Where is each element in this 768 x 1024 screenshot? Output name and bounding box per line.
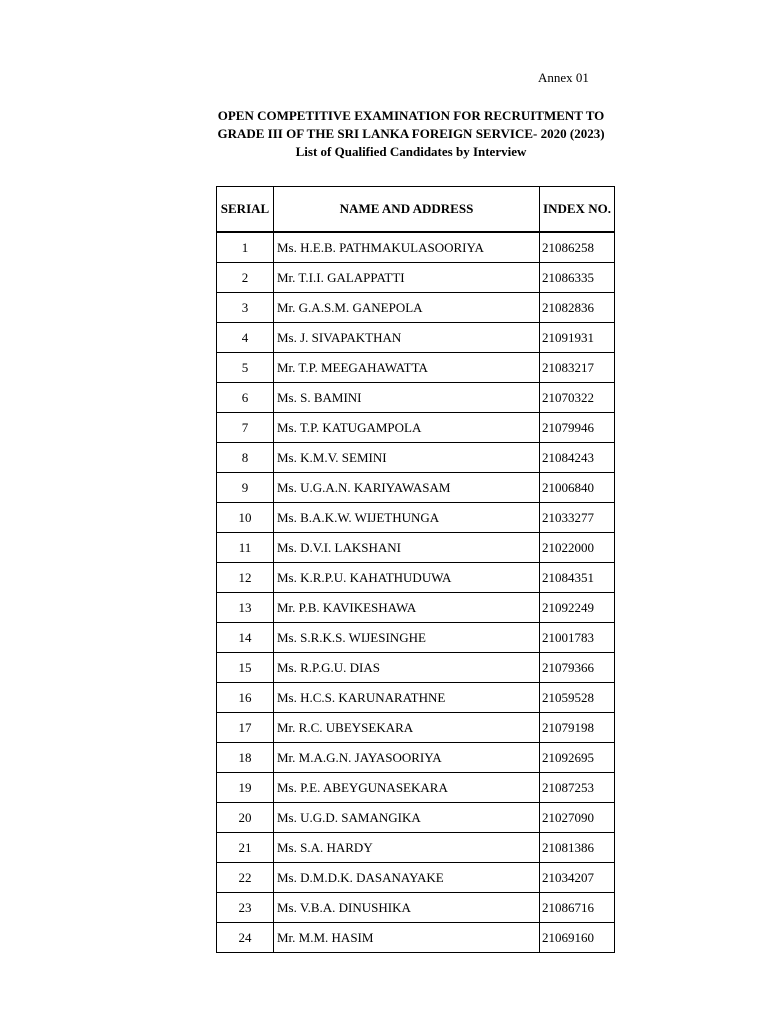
serial-cell: 22 [217, 863, 274, 893]
name-cell: Ms. U.G.D. SAMANGIKA [274, 803, 540, 833]
table-row [217, 383, 615, 413]
index-cell: 21001783 [540, 623, 615, 653]
index-cell: 21092695 [540, 743, 615, 773]
table-row [217, 743, 615, 773]
index-cell: 21079366 [540, 653, 615, 683]
name-cell: Mr. T.P. MEEGAHAWATTA [274, 353, 540, 383]
index-cell: 21086258 [540, 232, 615, 263]
document-title [180, 107, 642, 143]
name-cell: Ms. T.P. KATUGAMPOLA [274, 413, 540, 443]
name-cell: Ms. H.C.S. KARUNARATHNE [274, 683, 540, 713]
index-cell: 21084243 [540, 443, 615, 473]
name-cell: Ms. K.M.V. SEMINI [274, 443, 540, 473]
table-row [217, 323, 615, 353]
index-cell: 21086716 [540, 893, 615, 923]
table-row [217, 593, 615, 623]
name-cell: Ms. R.P.G.U. DIAS [274, 653, 540, 683]
table-row [217, 353, 615, 383]
table-row [217, 232, 615, 263]
serial-cell: 19 [217, 773, 274, 803]
serial-cell: 8 [217, 443, 274, 473]
index-cell: 21034207 [540, 863, 615, 893]
index-cell: 21006840 [540, 473, 615, 503]
document-subtitle: List of Qualified Candidates by Interview [295, 144, 527, 159]
table-row [217, 893, 615, 923]
table-row [217, 443, 615, 473]
table-row [217, 413, 615, 443]
serial-cell: 9 [217, 473, 274, 503]
index-cell: 21092249 [540, 593, 615, 623]
index-cell: 21079946 [540, 413, 615, 443]
name-cell: Mr. T.I.I. GALAPPATTI [274, 263, 540, 293]
header-index-no: INDEX NO. [540, 187, 615, 233]
name-cell: Mr. P.B. KAVIKESHAWA [274, 593, 540, 623]
title-line-1: OPEN COMPETITIVE EXAMINATION FOR RECRUITMENT TO [217, 108, 605, 123]
name-cell: Ms. K.R.P.U. KAHATHUDUWA [274, 563, 540, 593]
table-header-row [217, 187, 615, 233]
index-cell: 21033277 [540, 503, 615, 533]
name-cell: Ms. H.E.B. PATHMAKULASOORIYA [274, 232, 540, 263]
table-row [217, 803, 615, 833]
candidates-table [216, 186, 615, 953]
name-cell: Ms. S. BAMINI [274, 383, 540, 413]
index-cell: 21091931 [540, 323, 615, 353]
serial-cell: 12 [217, 563, 274, 593]
index-cell: 21086335 [540, 263, 615, 293]
table-body [217, 232, 615, 953]
serial-cell: 5 [217, 353, 274, 383]
serial-cell: 21 [217, 833, 274, 863]
name-cell: Ms. D.V.I. LAKSHANI [274, 533, 540, 563]
index-cell: 21087253 [540, 773, 615, 803]
serial-cell: 3 [217, 293, 274, 323]
table-row [217, 503, 615, 533]
table-row [217, 773, 615, 803]
name-cell: Mr. M.A.G.N. JAYASOORIYA [274, 743, 540, 773]
table-row [217, 653, 615, 683]
serial-cell: 23 [217, 893, 274, 923]
index-cell: 21070322 [540, 383, 615, 413]
serial-cell: 14 [217, 623, 274, 653]
table-row [217, 833, 615, 863]
name-cell: Ms. D.M.D.K. DASANAYAKE [274, 863, 540, 893]
title-line-2: GRADE III OF THE SRI LANKA FOREIGN SERVICE- 2020 (2023) [217, 126, 605, 141]
serial-cell: 11 [217, 533, 274, 563]
table-row [217, 923, 615, 953]
index-cell: 21084351 [540, 563, 615, 593]
index-cell: 21082836 [540, 293, 615, 323]
index-cell: 21081386 [540, 833, 615, 863]
name-cell: Ms. V.B.A. DINUSHIKA [274, 893, 540, 923]
name-cell: Mr. G.A.S.M. GANEPOLA [274, 293, 540, 323]
name-cell: Ms. P.E. ABEYGUNASEKARA [274, 773, 540, 803]
serial-cell: 13 [217, 593, 274, 623]
name-cell: Ms. J. SIVAPAKTHAN [274, 323, 540, 353]
table-row [217, 623, 615, 653]
serial-cell: 10 [217, 503, 274, 533]
serial-cell: 20 [217, 803, 274, 833]
serial-cell: 24 [217, 923, 274, 953]
serial-cell: 15 [217, 653, 274, 683]
index-cell: 21059528 [540, 683, 615, 713]
header-name-address: NAME AND ADDRESS [274, 187, 540, 233]
table-row [217, 563, 615, 593]
table-row [217, 293, 615, 323]
name-cell: Ms. U.G.A.N. KARIYAWASAM [274, 473, 540, 503]
name-cell: Mr. M.M. HASIM [274, 923, 540, 953]
table-row [217, 683, 615, 713]
index-cell: 21083217 [540, 353, 615, 383]
serial-cell: 4 [217, 323, 274, 353]
header-serial: SERIAL [217, 187, 274, 233]
serial-cell: 2 [217, 263, 274, 293]
annex-label: Annex 01 [538, 70, 589, 85]
serial-cell: 17 [217, 713, 274, 743]
name-cell: Ms. S.A. HARDY [274, 833, 540, 863]
name-cell: Ms. B.A.K.W. WIJETHUNGA [274, 503, 540, 533]
serial-cell: 18 [217, 743, 274, 773]
index-cell: 21022000 [540, 533, 615, 563]
index-cell: 21079198 [540, 713, 615, 743]
name-cell: Ms. S.R.K.S. WIJESINGHE [274, 623, 540, 653]
serial-cell: 6 [217, 383, 274, 413]
index-cell: 21069160 [540, 923, 615, 953]
serial-cell: 7 [217, 413, 274, 443]
name-cell: Mr. R.C. UBEYSEKARA [274, 713, 540, 743]
table-row [217, 863, 615, 893]
serial-cell: 16 [217, 683, 274, 713]
index-cell: 21027090 [540, 803, 615, 833]
table-row [217, 263, 615, 293]
table-row [217, 533, 615, 563]
serial-cell: 1 [217, 232, 274, 263]
table-row [217, 473, 615, 503]
table-row [217, 713, 615, 743]
